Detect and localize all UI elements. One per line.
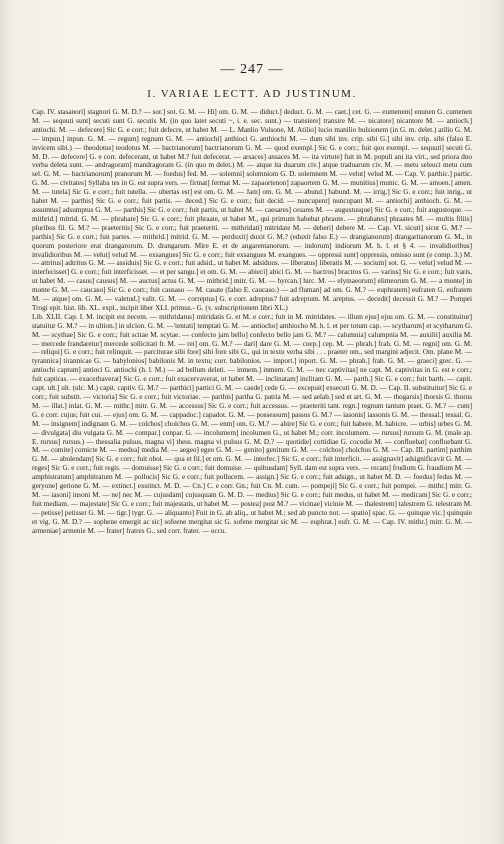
body-text	[32, 108, 472, 828]
page-number: — 247 —	[220, 62, 284, 77]
paragraph: Cap. IV. stasanori] stagnori G. M. D.? — sor.] sot. G. M. — Hi] om. G. M. — diduct.] deduct. G. M. — caet.] cet. G. — eumenem] enunen G. cumenen M. — sequuti sunt] secuti sunt G. secutis M. (in quo latet secuti ~, i. e. sec. sunt.) — transiere] transire M. — nicatore] nicantore M. — antioch.] antiochi. M. — defecere] Sic G. e corr.; fuit defecre, ut habet M. — L. Manlio Vulsone, M. Atilio] lucio manilio bulsionem (in G. m. delet.) atilio G. M. — impun.] inpun. G. M. — regum] regnum G. M. — antiochi] anthioci G. anthiochi M. — dum sibi inv. crip. sibi G.] sibi inv. crip. sibi (falso E. invicem sibi.) — theodotus] teodotus M. — bactrianorum] bactrianorum G. M. — quod exempl.] Sic G. e corr.; fuit quo exempl. — sequuti] secuti G. M. D. — defecere] G. e corr. defecerant, ut habet M.? fuit defecerat. — arsaces] ansaces M. — ita virtute] fuit in M. populi ani ita virt., sed priora duo verba deleta sunt. — andragoram] mandragoram G. (in quo m delet.) M. — atque ita duarum civ.] atque traduarum civ. M. — metu seleuci metu cum sel. G. M. — bactrianorum] pranorum M. — foedus] fed. M. — solemni] solemniom G. D. solemnem M. — velut] velud M. — Cap. V. parthic.] partic. G. M. — civitates] Syllaba tes in G. est supra vers. — firmat] fermat M. — zapaortenon] zapaortem G. M. — munitius] munic. G. M. — amoen.] amen. M. — tutela] Sic G. e corr.; fuit tutella. — ubertas est] est om. G. M. — Jam] om. G. M. — abund.] habund. M. — irrig.] Sic G. e corr.; fuit inrig., ut habet M. — parthis] Sic G. e corr.; fuit partis. — deced.] Sic G. e corr.; fuit decid. — nuncupent] nuncupant M. — antiochi] anthioch. G. M. — assumtus] adsumptus G. M. — parthis] Sic G. e corr.; fuit partis, ut habet M. — caesares] cesares M. — augustusque] Sic G. e corr.; fuit augustoque. — mithrid.] mitrid. G. M. — phrahate] Sic G. e corr.; fuit phraate, ut habet M., qui primum habebat phraote. — phrahates] phraates M. — multis filiis] pluribus fil. G. M.? — praeteritis] Sic G. e corr.; fuit praeteriti. — mithridati] mitridate M. — deberi] debere M. — Cap. VI. sicuti] sicut G. M.? — parthis] Sic G. e corr.; fuit partes. — mithrid.] mitrid. G. M. — perduxit] duxit G. M.? (eduxit falso E.) — drangianorum] drangaritanorum G. M., in quorum posteriore erat drangarorum. D. drangarum. Mire E. et de angarentanorum. — indorum] indiorum M. h. l. et § 4. — invalidioribus] invalidioribus M. — velut] velud M. — exsangues] Sic G. e corr.; fuit exsangues M. exangues. — oppressi sunt] oppressis, omisso sunt (e comp. 3.) M. — attritus] adtritus G. M. — assiduis] Sic G. e corr.; fuit adsid., ut habet M. adsiduus. — liberatus] liberatis M. — socium] sot. G. — velut] velud M. — interfecisset] G. e corr.; fuit interficisset. — et per sangu.] et om. G. M. — abieci] abici G. M. — bactros] bractros G. — varius] Sic G. e corr.; fuit varis, ut habet M. — casus] causus] M. — auctus] actus G. M. — mithrid.] mitr. G. M. — hyrcan.] hirc. M. — elymaeorum] elimeorum G. M. — a monte] in monte G. M. — caucaso] Sic G. e corr.; fuit causaso — M. casate (falso E. caucaso.) — ad fluman] ad om. G. M.? — euphratem] eufraten G. eufratem M. — atque] om. G. M. — valetud.] valit. G. M. — correptus] G. e corr. adreptus? fuit adreptum. M. areptus. — decedit] decessit G. M.? — Pompei Trogi epit. hist. lib. XL. expl., incipit liber XLI. primus.- G. (v. subscriptionem libri XL.)	[32, 108, 472, 312]
left-page-edge-shadow	[0, 0, 12, 844]
page-title: I. VARIAE LECTT. AD JUSTINUM.	[147, 88, 357, 100]
right-page-edge-shadow	[492, 0, 504, 844]
paragraph: Lib. XLII. Cap. I. M. incipit est necem. — mithridatus] mitridatis G. et M. e corr.; fuit in M. mitridates. — illum ejus] ejus om. G. M. — constituitur] statuitur G. M.? — in ultion.] in ulcion. G. M. —'tentati] temptati G. M. — antiocho] anthiocho M. h. l. et per totum cap. — scytharum] et scytharum G. M. — scythae] Sic G. e corr.; fuit scitae M. scytae. — confecto jam bello] confecto bello jam G. M.? — calumnia] calumpnia M. — auxilii] auxilia M. — mercede frandaretur] mercede sollicitati fr. M. — rei] om. G. M.? — dari] dare G. M. — coep.] cep. M. — phrah.] frah. G. M. — regni] om. G. M. — reliqui] G. e corr.; fuit relinquit. — parciturae sibi fore] sibi fore sibi G., qui in textu verba sibi . . . praeter om., sed margini adjecit. Om. plane M. — tyrannica] tirannicae G. — babylonios] babilonis M. in textu; corr. babilonios. — import.] inport. G. M. — phrah.] frah. G. M. — graeci] grec. G. — antiochi captum] antioci G. antiochi (h. l. M.) — ad bellum deleti. — inmem.] inmem. G. M. — nec captivitas] ne capt. M. captivitas in G. est e corr.; fuit captiras. — exacerbaverat] Sic G. e corr.; fuit exacervaverat, ut habet M. — inclinatam] inclitam G. M. — parth.] Sic G. e corr.; fuit barth. — capit. capt. ult.] ult. (ulc. M.) capit. captiv. G. M.? — parthici] partici G. M. — caede] cede G. — excepuit] exsecuti G. M. D. — Cap. II. substituitur] Sic G. e corr.; fuit substit. — victoria] Sic G. e corr.; fuit victoriae. — parthis] partha G. patria M. — sed aelab.] sed et art. G. M. — thogarsis] thorsis G. thorus M. — illat.] inlat. G. M. — mithr.] mitr. G. M. — accessus] Sic G. e corr.; fuit accessus. — praeteriti tant. regn.] regnum tantum praet. G. M.? — cum] G. e corr. cujus; fuit cui. — ejus] om. G. M. — cappadoc.] capadot. G. M. — possessum] passus G. M.? — iasonis] iassonis G. M. — thessal.] tessal. G. M. — insignem] indignam G. M. — colchos] cholchos G. M. — enm] om. G. M.? — abire] Sic G. e corr.; fuit habere. M. habicre. — urbis] urbes G. M. — divulgata] diu vulgata G. M. — compar.] conpar. G. — incolumem] incolumen G., ut habet M.; corr. incolumem. — rursus] rursum G. M. (male ap. E. rursus] rursus.) — thessalia pulsus, magna vi] thess. magna vi pulsus G. M. D.? — quotidie] cottidiae G. cocodie M. — confluebat] confluebant G. M. — comite] comicte M. — medea] media M. — aegeo] egeo G. M. — genito] genitum G. M. — colchos] cholchos G. M. — Cap. III. partim] parthim G. M. — abolendam] Sic G. e corr.; fuit obol. — qua et fil.] et om. G. M. — interfec.] Sic G. e corr.; fuit interficit. — assignavit] adsignificavit G. M. — reges] Sic G. e corr.; fuit regis. — domuisse] Sic G. e corr.; fuit domuise. — quibusdam] Syll. dam est supra vers. — recam] frudium G. fraudium M. — amphistratum] amphitratum M. — pollucis] Sic G. e corr.; fuit pollucem. — assign.] Sic G. e corr.; fuit adsign., ut habet M. D. — foedus] fedus M. — geryone] gerione G. M. — extinct.] exstinct. M. D. — Cn.] C. e corr. Gn.; fuit Cn. M. cum. — pompeji] Sic G. e corr.; fuit pompei. — mithr.] mitr. G. M. — iasoni] insoni M. — ne] nec M. — cujusdam] cujusquam G. M. D. — medius] Sic G. e corr.; fuit medus, ut habet M. — medicam] Sic G. e corr.; fuit mediam. — majestate] Sic G. e corr.; fuit majestatis, ut habet M. — postea] post M.? — vicinae] vicinie M. — thalestrem] talestrem G. telestram M. — petisse] petisset G. M. — tigr.] tygr. G. — aliquanto] Fuit in G. ab aliq., ut habet M.; sed ab puncto not. — spatio] spac. G. — quinque vic.] quinquie et vig. G. M. D.? — sophene emergit ac sic] sofeene mergitat sic G. sofene mergitat sic M. — euphrat.] eufr. G. M. — Cap. IV. mithr.] mitr. G. M. — armeniae] armenie M. — frater] fratres G., sed corr. frater. — occu.	[32, 312, 472, 535]
